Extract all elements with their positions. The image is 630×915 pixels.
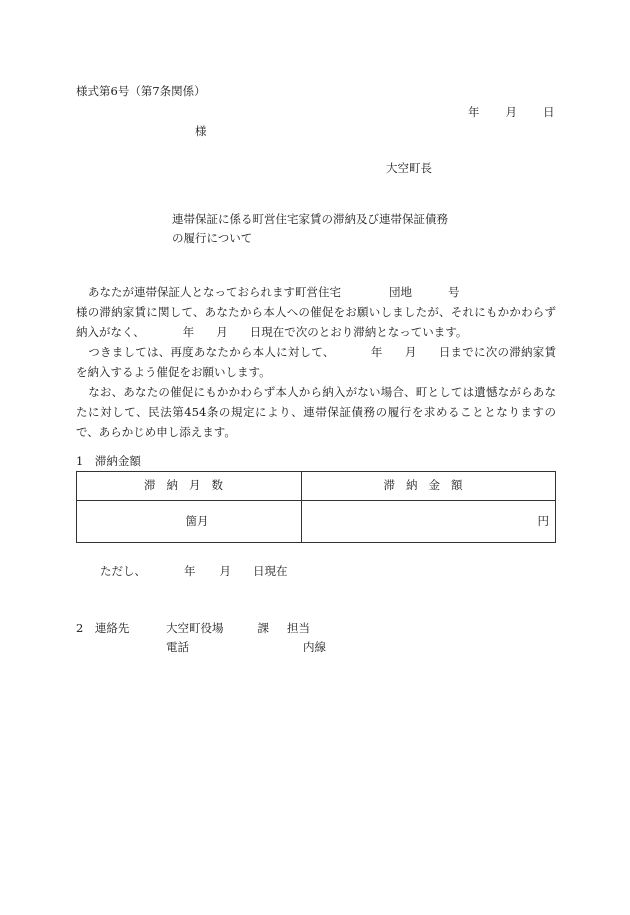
section-1-heading: 1 滞納金額	[76, 454, 141, 468]
subject-line-2: の履行について	[172, 231, 253, 245]
arrears-table	[76, 471, 556, 543]
addressee-suffix: 様	[195, 124, 207, 138]
as-of-date	[100, 566, 288, 578]
subject-line-1: 連帯保証に係る町営住宅家賃の滞納及び連帯保証債務	[172, 212, 448, 226]
date-day: 日	[543, 105, 555, 119]
date-month: 月	[505, 105, 517, 119]
months-cell	[77, 501, 302, 543]
section-2-heading: 2 連絡先	[76, 621, 130, 635]
contact-phone	[166, 642, 326, 654]
sender-name: 大空町長	[386, 161, 432, 175]
as-of-label: ただし、	[100, 564, 146, 578]
office-section: 課	[257, 621, 269, 635]
date-year: 年	[468, 105, 480, 119]
as-of-month: 月	[219, 564, 231, 578]
form-number: 様式第6号（第7条関係）	[76, 84, 206, 98]
amount-unit: 円	[537, 513, 549, 528]
date-line	[468, 107, 555, 119]
office-staff: 担当	[287, 621, 310, 635]
months-unit: 箇月	[185, 513, 209, 528]
as-of-year: 年	[184, 564, 196, 578]
body-paragraph-1: あなたが連帯保証人となっておられます町営住宅 団地 号 様の滞納家賃に関して、あなたから本人への催促をお願いしましたが、それにもかかわらず納入がなく、 年 月 日現在で次のとおり滞納となっています。	[76, 285, 556, 339]
phone-label: 電話	[166, 640, 189, 654]
header-months: 滞納月数	[77, 472, 302, 501]
body-paragraph-2: つきましては、再度あなたから本人に対して、 年 月 日までに次の滞納家賃を納入するよう催促をお願いします。	[76, 345, 556, 379]
amount-cell	[302, 501, 556, 543]
header-amount: 滞納金額	[302, 472, 556, 501]
extension-label: 内線	[303, 640, 326, 654]
as-of-day: 日現在	[253, 564, 288, 578]
office-name: 大空町役場	[166, 621, 224, 635]
contact-office	[166, 623, 310, 635]
body-paragraph-3: なお、あなたの催促にもかかわらず本人から納入がない場合、町としては遺憾ながらあなたに対して、民法第454条の規定により、連帯保証債務の履行を求めることとなりますので、あらかじめ申し添えます。	[76, 385, 556, 439]
